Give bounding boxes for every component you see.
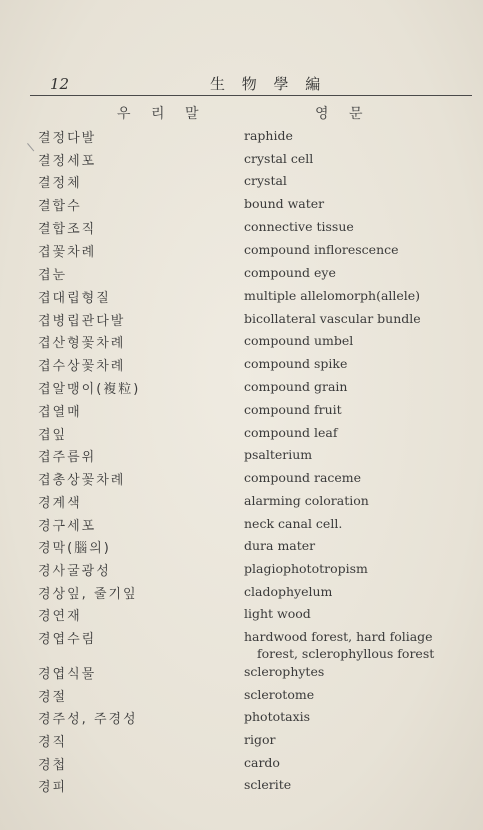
korean-term: 경절	[38, 690, 68, 705]
english-term	[244, 470, 361, 487]
english-term-text: sclerite	[244, 777, 292, 792]
korean-term: 겹알맹이(複粒)	[38, 382, 141, 397]
english-term	[244, 606, 311, 623]
english-term	[244, 447, 312, 464]
english-term	[244, 687, 314, 704]
book-title: 生 物 學 編	[210, 75, 327, 93]
english-term	[244, 356, 347, 373]
english-term-text: compound umbel	[244, 333, 354, 348]
english-term	[244, 732, 275, 749]
korean-term: 경주성, 주경성	[38, 712, 138, 727]
korean-term: 경사굴광성	[38, 564, 111, 579]
english-term	[244, 709, 310, 726]
korean-term: 경엽식물	[38, 667, 97, 682]
english-term	[244, 288, 420, 305]
english-term-text: crystal cell	[244, 151, 314, 166]
korean-term: 겹대립형질	[38, 291, 111, 306]
english-term-text: psalterium	[244, 447, 313, 462]
english-term	[244, 538, 315, 555]
english-term	[244, 311, 421, 328]
page-number: 12	[50, 75, 70, 93]
english-term	[244, 425, 337, 442]
english-term-text: compound raceme	[244, 470, 362, 485]
english-term-text: phototaxis	[244, 709, 311, 724]
english-term-continuation: forest, sclerophyllous forest	[257, 645, 435, 661]
korean-term: 겹수상꽃차례	[38, 359, 126, 374]
korean-term: 결합수	[38, 199, 82, 214]
korean-term: 결합조직	[38, 222, 97, 237]
english-term-text: compound grain	[244, 379, 348, 394]
english-term	[244, 173, 287, 190]
korean-term: 경상잎, 줄기잎	[38, 587, 138, 602]
english-term	[244, 402, 342, 419]
english-term-text: hardwood forest, hard foliage	[244, 629, 433, 644]
english-term-text: compound fruit	[244, 402, 342, 417]
english-term-text: alarming coloration	[244, 493, 369, 508]
english-term-text: raphide	[244, 128, 293, 143]
korean-term: 겹주름위	[38, 450, 97, 465]
english-term-text: rigor	[244, 732, 276, 747]
english-term	[244, 561, 368, 578]
korean-term: 겹병립관다발	[38, 314, 126, 329]
english-term	[244, 219, 354, 236]
english-term	[244, 493, 369, 510]
korean-term: 결정체	[38, 176, 82, 191]
english-term	[244, 629, 434, 662]
english-term-text: plagiophototropism	[244, 561, 368, 576]
english-term	[244, 333, 353, 350]
english-term-text: light wood	[244, 606, 311, 621]
english-term	[244, 242, 399, 259]
english-term-text: compound leaf	[244, 425, 338, 440]
english-term-text: bound water	[244, 196, 325, 211]
korean-term: 겹꽃차례	[38, 245, 97, 260]
korean-term: 경연재	[38, 609, 82, 624]
english-term-text: sclerotome	[244, 687, 315, 702]
english-term-text: neck canal cell.	[244, 516, 343, 531]
english-term-text: sclerophytes	[244, 664, 325, 679]
english-term-text: connective tissue	[244, 219, 354, 234]
korean-term: 경엽수림	[38, 632, 97, 647]
english-term-text: multiple allelomorph(allele)	[244, 288, 421, 303]
korean-term: 경계색	[38, 496, 82, 511]
korean-term: 결정세포	[38, 154, 97, 169]
korean-term: 겹총상꽃차례	[38, 473, 126, 488]
korean-term: 경막(腦의)	[38, 541, 111, 556]
english-term	[244, 379, 347, 396]
english-term	[244, 664, 324, 681]
korean-term: 겹눈	[38, 268, 68, 283]
korean-term: 겹잎	[38, 428, 68, 443]
english-term	[244, 265, 336, 282]
english-term-text: crystal	[244, 173, 287, 188]
korean-term: 경직	[38, 735, 68, 750]
korean-term: 경첩	[38, 758, 68, 773]
korean-column-heading: 우 리 말	[117, 106, 207, 122]
english-term	[244, 777, 291, 794]
english-term	[244, 584, 332, 601]
english-column-heading: 영 문	[315, 106, 371, 122]
english-term-text: cardo	[244, 755, 280, 770]
english-term-text: dura mater	[244, 538, 316, 553]
korean-term: 겹열매	[38, 405, 82, 420]
english-term-text: bicollateral vascular bundle	[244, 311, 421, 326]
english-term-text: compound eye	[244, 265, 336, 280]
english-term	[244, 516, 342, 533]
korean-term: 결정다발	[38, 131, 97, 146]
korean-term: 경피	[38, 780, 68, 795]
korean-term: 경구세포	[38, 519, 97, 534]
english-term	[244, 196, 324, 213]
english-term	[244, 128, 293, 145]
english-term	[244, 151, 313, 168]
english-term	[244, 755, 280, 772]
english-term-text: compound inflorescence	[244, 242, 399, 257]
korean-term: 겹산형꽃차례	[38, 336, 126, 351]
english-term-text: cladophyelum	[244, 584, 333, 599]
english-term-text: compound spike	[244, 356, 348, 371]
page-header	[30, 73, 472, 96]
